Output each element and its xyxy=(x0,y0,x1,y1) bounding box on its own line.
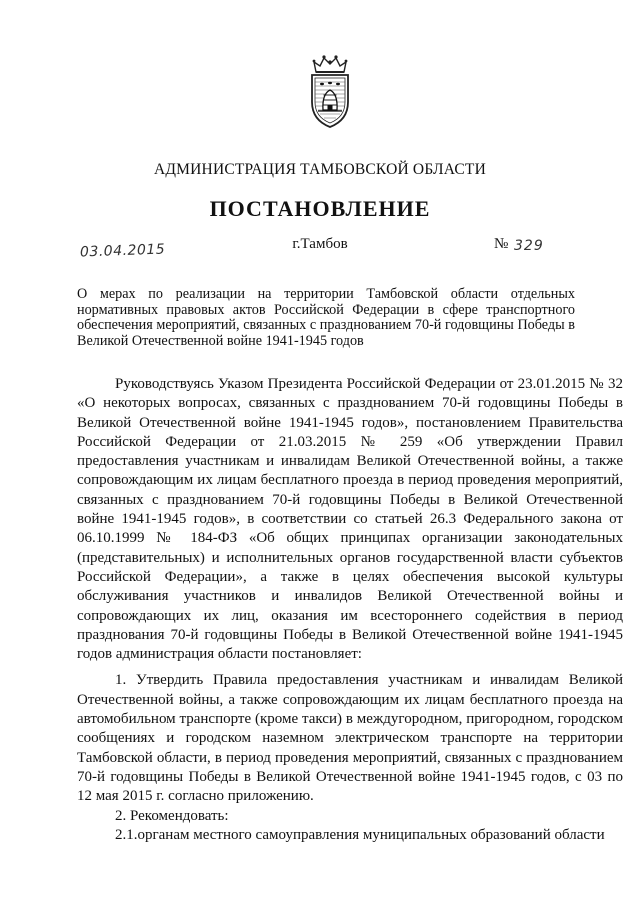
clause-2-1-paragraph: 2.1.органам местного самоуправления муниципальных образований области xyxy=(115,826,605,843)
handwritten-document-number: 329 xyxy=(514,238,544,254)
tambov-coat-of-arms-icon xyxy=(300,50,360,130)
document-number-label: № xyxy=(494,236,509,252)
document-subject: О мерах по реализации на территории Тамбовской области отдельных нормативных правовых актов Российской Федерации в сфере транспортного обеспечения мероприятий, связанных с празднованием 70-й годовщины Победы в Великой Отечественной войне 1941-1945 годов xyxy=(77,286,575,349)
document-type-title: ПОСТАНОВЛЕНИЕ xyxy=(209,196,431,221)
clause-2-paragraph: 2. Рекомендовать: xyxy=(115,807,229,824)
preamble-paragraph: Руководствуясь Указом Президента Российской Федерации от 23.01.2015 № 32 «О некоторых вопросах, связанных с празднованием 70-й годовщины Победы в Великой Отечественной войне 1941-1945 годов», постановлением Правительства Российской Федерации от 21.03.2015 № 259 «Об утверждении Правил предоставления участникам и инвалидам Великой Отечественной войны, а также сопровождающим их лицам бесплатного проезда в период проведения мероприятий, связанных с празднованием 70-й годовщины Победы в Великой Отечественной войне 1941-1945 годов», в соответствии со статьей 26.3 Федерального закона от 06.10.1999 № 184-ФЗ «Об общих принципах организации законодательных (представительных) и исполнительных органов государственной власти субъектов Российской Федерации», а также в целях обеспечения высокой культуры обслуживания участников и инвалидов Великой Отечественной войны и сопровождающих их лиц, оказания им всестороннего содействия в период празднования 70-й годовщины Победы в Великой Отечественной войне 1941-1945 годов администрация области постановляет: xyxy=(77,376,623,663)
handwritten-date: 03.04.2015 xyxy=(79,241,166,261)
organization-name: АДМИНИСТРАЦИЯ ТАМБОВСКОЙ ОБЛАСТИ xyxy=(154,161,486,178)
document-city: г.Тамбов xyxy=(292,236,348,252)
document-body xyxy=(77,375,623,845)
clause-1-paragraph: 1. Утвердить Правила предоставления участникам и инвалидам Великой Отечественной войны, а также сопровождающим их лицам бесплатного проезда на автомобильном транспорте (кроме такси) в междугородном, пригородном, городском сообщениях и городском наземном электрическом транспорте на территории Тамбовской области, в период проведения мероприятий, связанных с празднованием 70-й годовщины Победы в Великой Отечественной войне 1941-1945 годов, с 03 по 12 мая 2015 г. согласно приложению. xyxy=(77,672,623,805)
